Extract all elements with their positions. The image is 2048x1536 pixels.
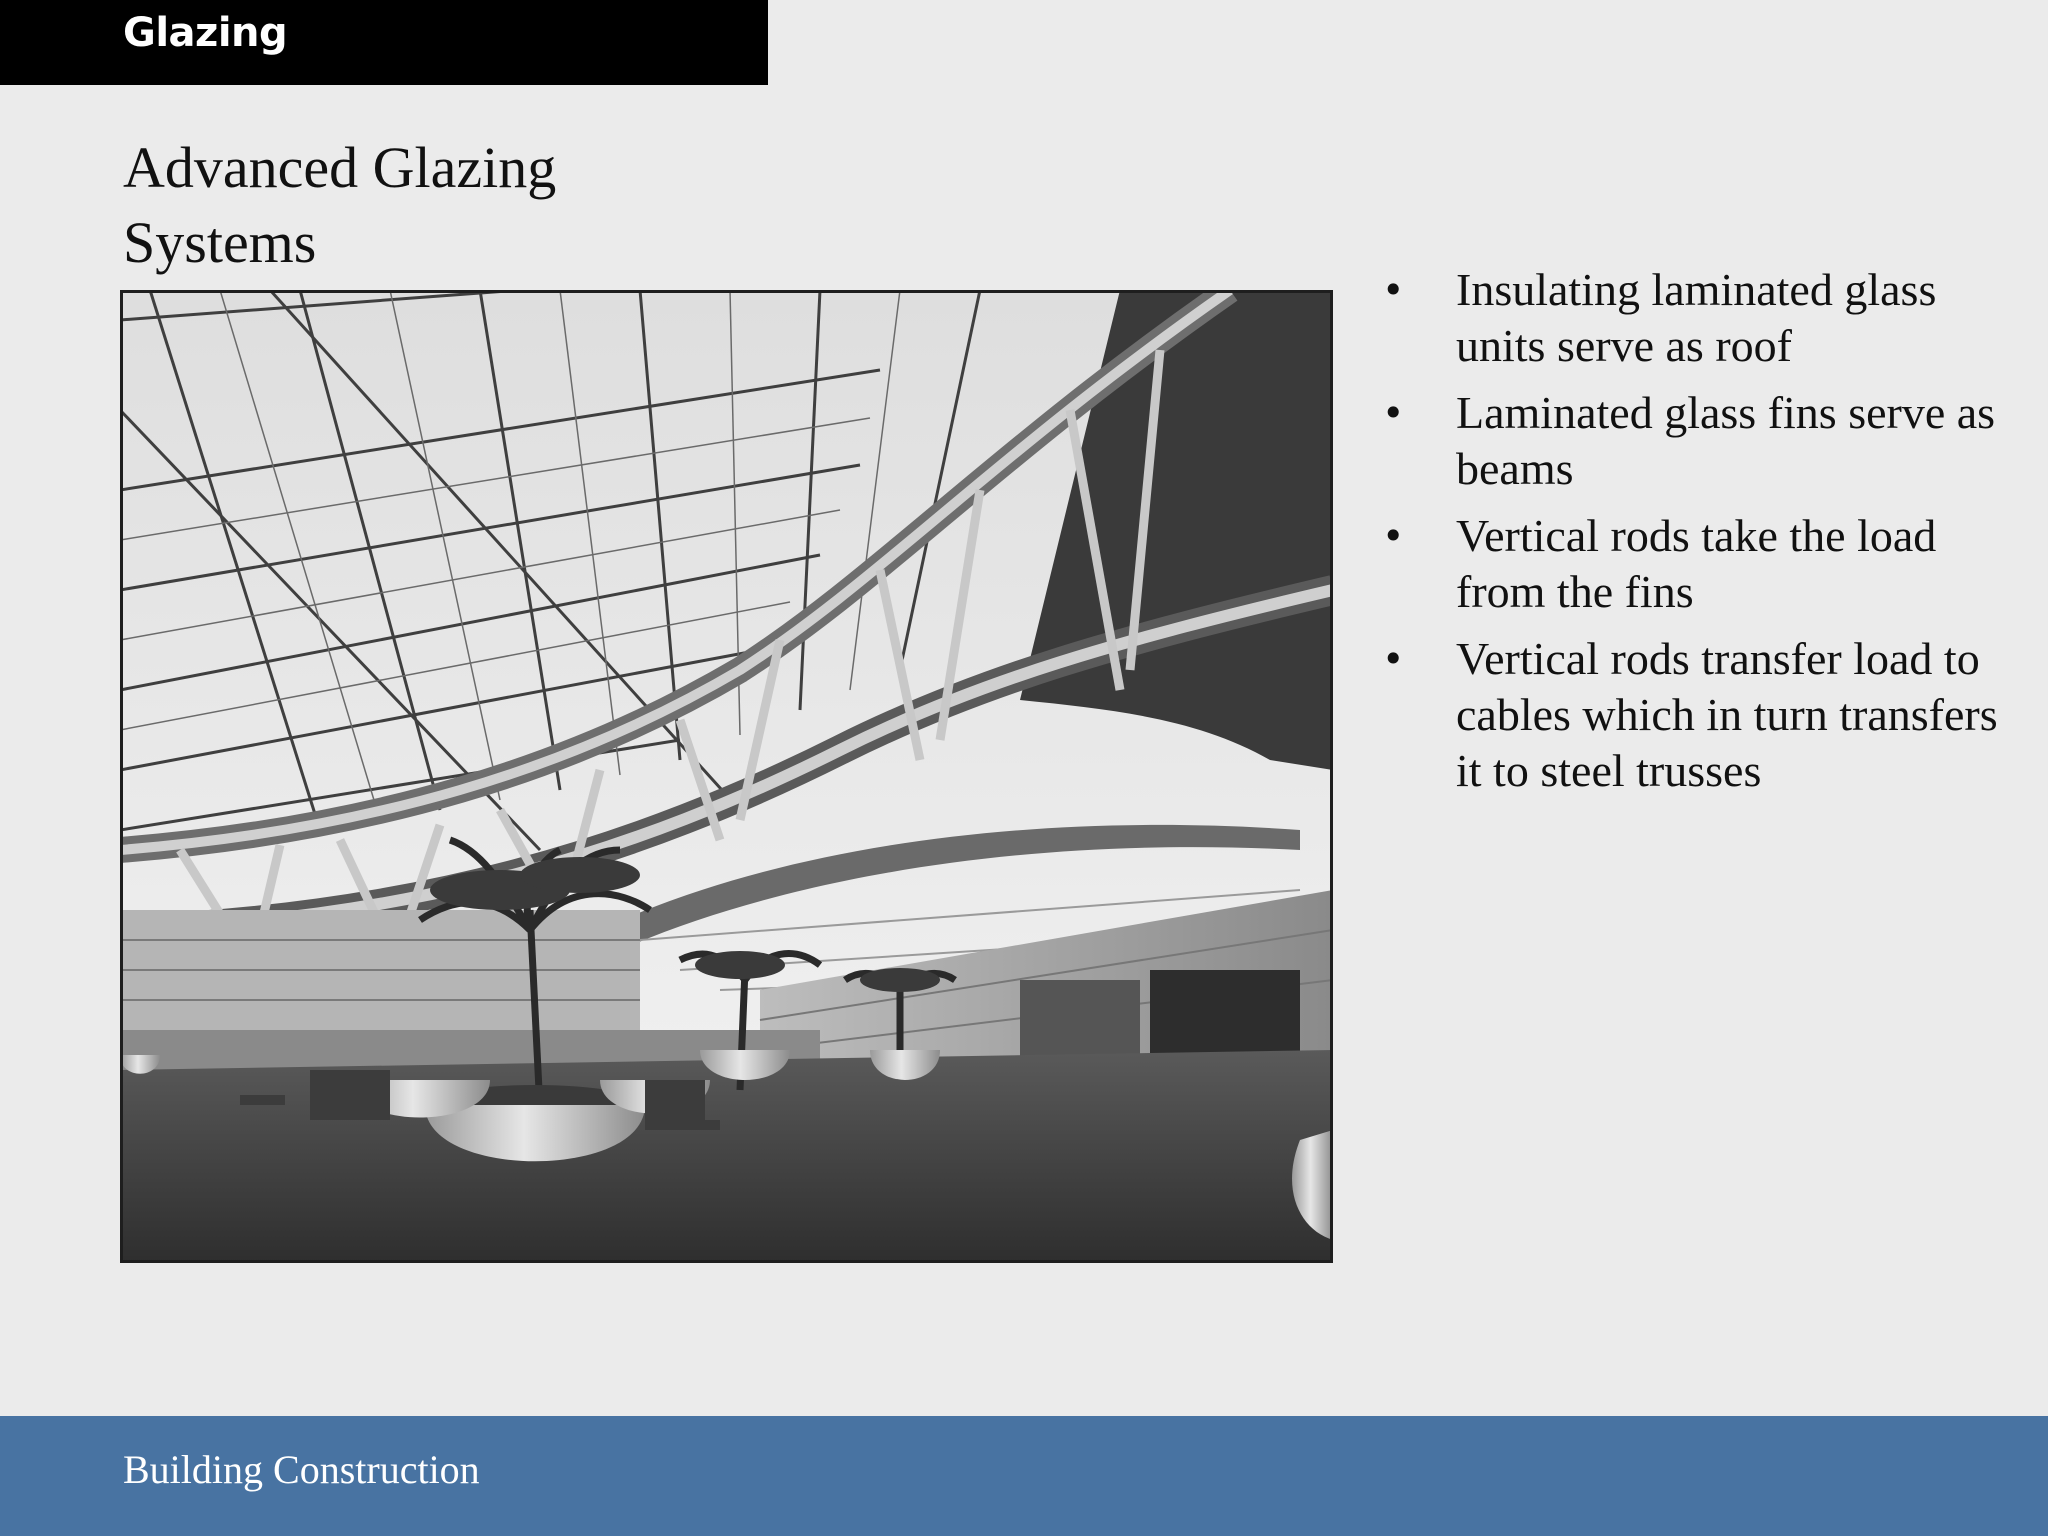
slide-title-line-2: Systems xyxy=(123,210,317,275)
bullet-list xyxy=(1382,262,2002,810)
bullet-dot: • xyxy=(1382,268,1405,312)
bullet-item xyxy=(1382,508,2002,620)
bullet-dot: • xyxy=(1382,391,1405,435)
bullet-item xyxy=(1382,631,2002,799)
footer-label: Building Construction xyxy=(123,1447,480,1492)
section-label: Glazing xyxy=(123,10,288,56)
glazing-atrium-photo xyxy=(120,290,1333,1263)
bullet-text: Vertical rods take the load from the fins xyxy=(1456,510,1937,617)
footer-bar xyxy=(0,1416,2048,1536)
section-header-bar xyxy=(0,0,768,85)
slide-title xyxy=(123,130,683,280)
bullet-text: Insulating laminated glass units serve as roof xyxy=(1456,264,1937,371)
bullet-dot: • xyxy=(1382,637,1405,681)
bullet-item xyxy=(1382,385,2002,497)
slide-title-line-1: Advanced Glazing xyxy=(123,135,557,200)
bullet-text: Laminated glass fins serve as beams xyxy=(1456,387,1996,494)
bullet-text: Vertical rods transfer load to cables which in turn transfers it to steel trusses xyxy=(1456,633,1998,796)
bullet-item xyxy=(1382,262,2002,374)
bullet-dot: • xyxy=(1382,514,1405,558)
atrium-illustration xyxy=(120,290,1333,1263)
